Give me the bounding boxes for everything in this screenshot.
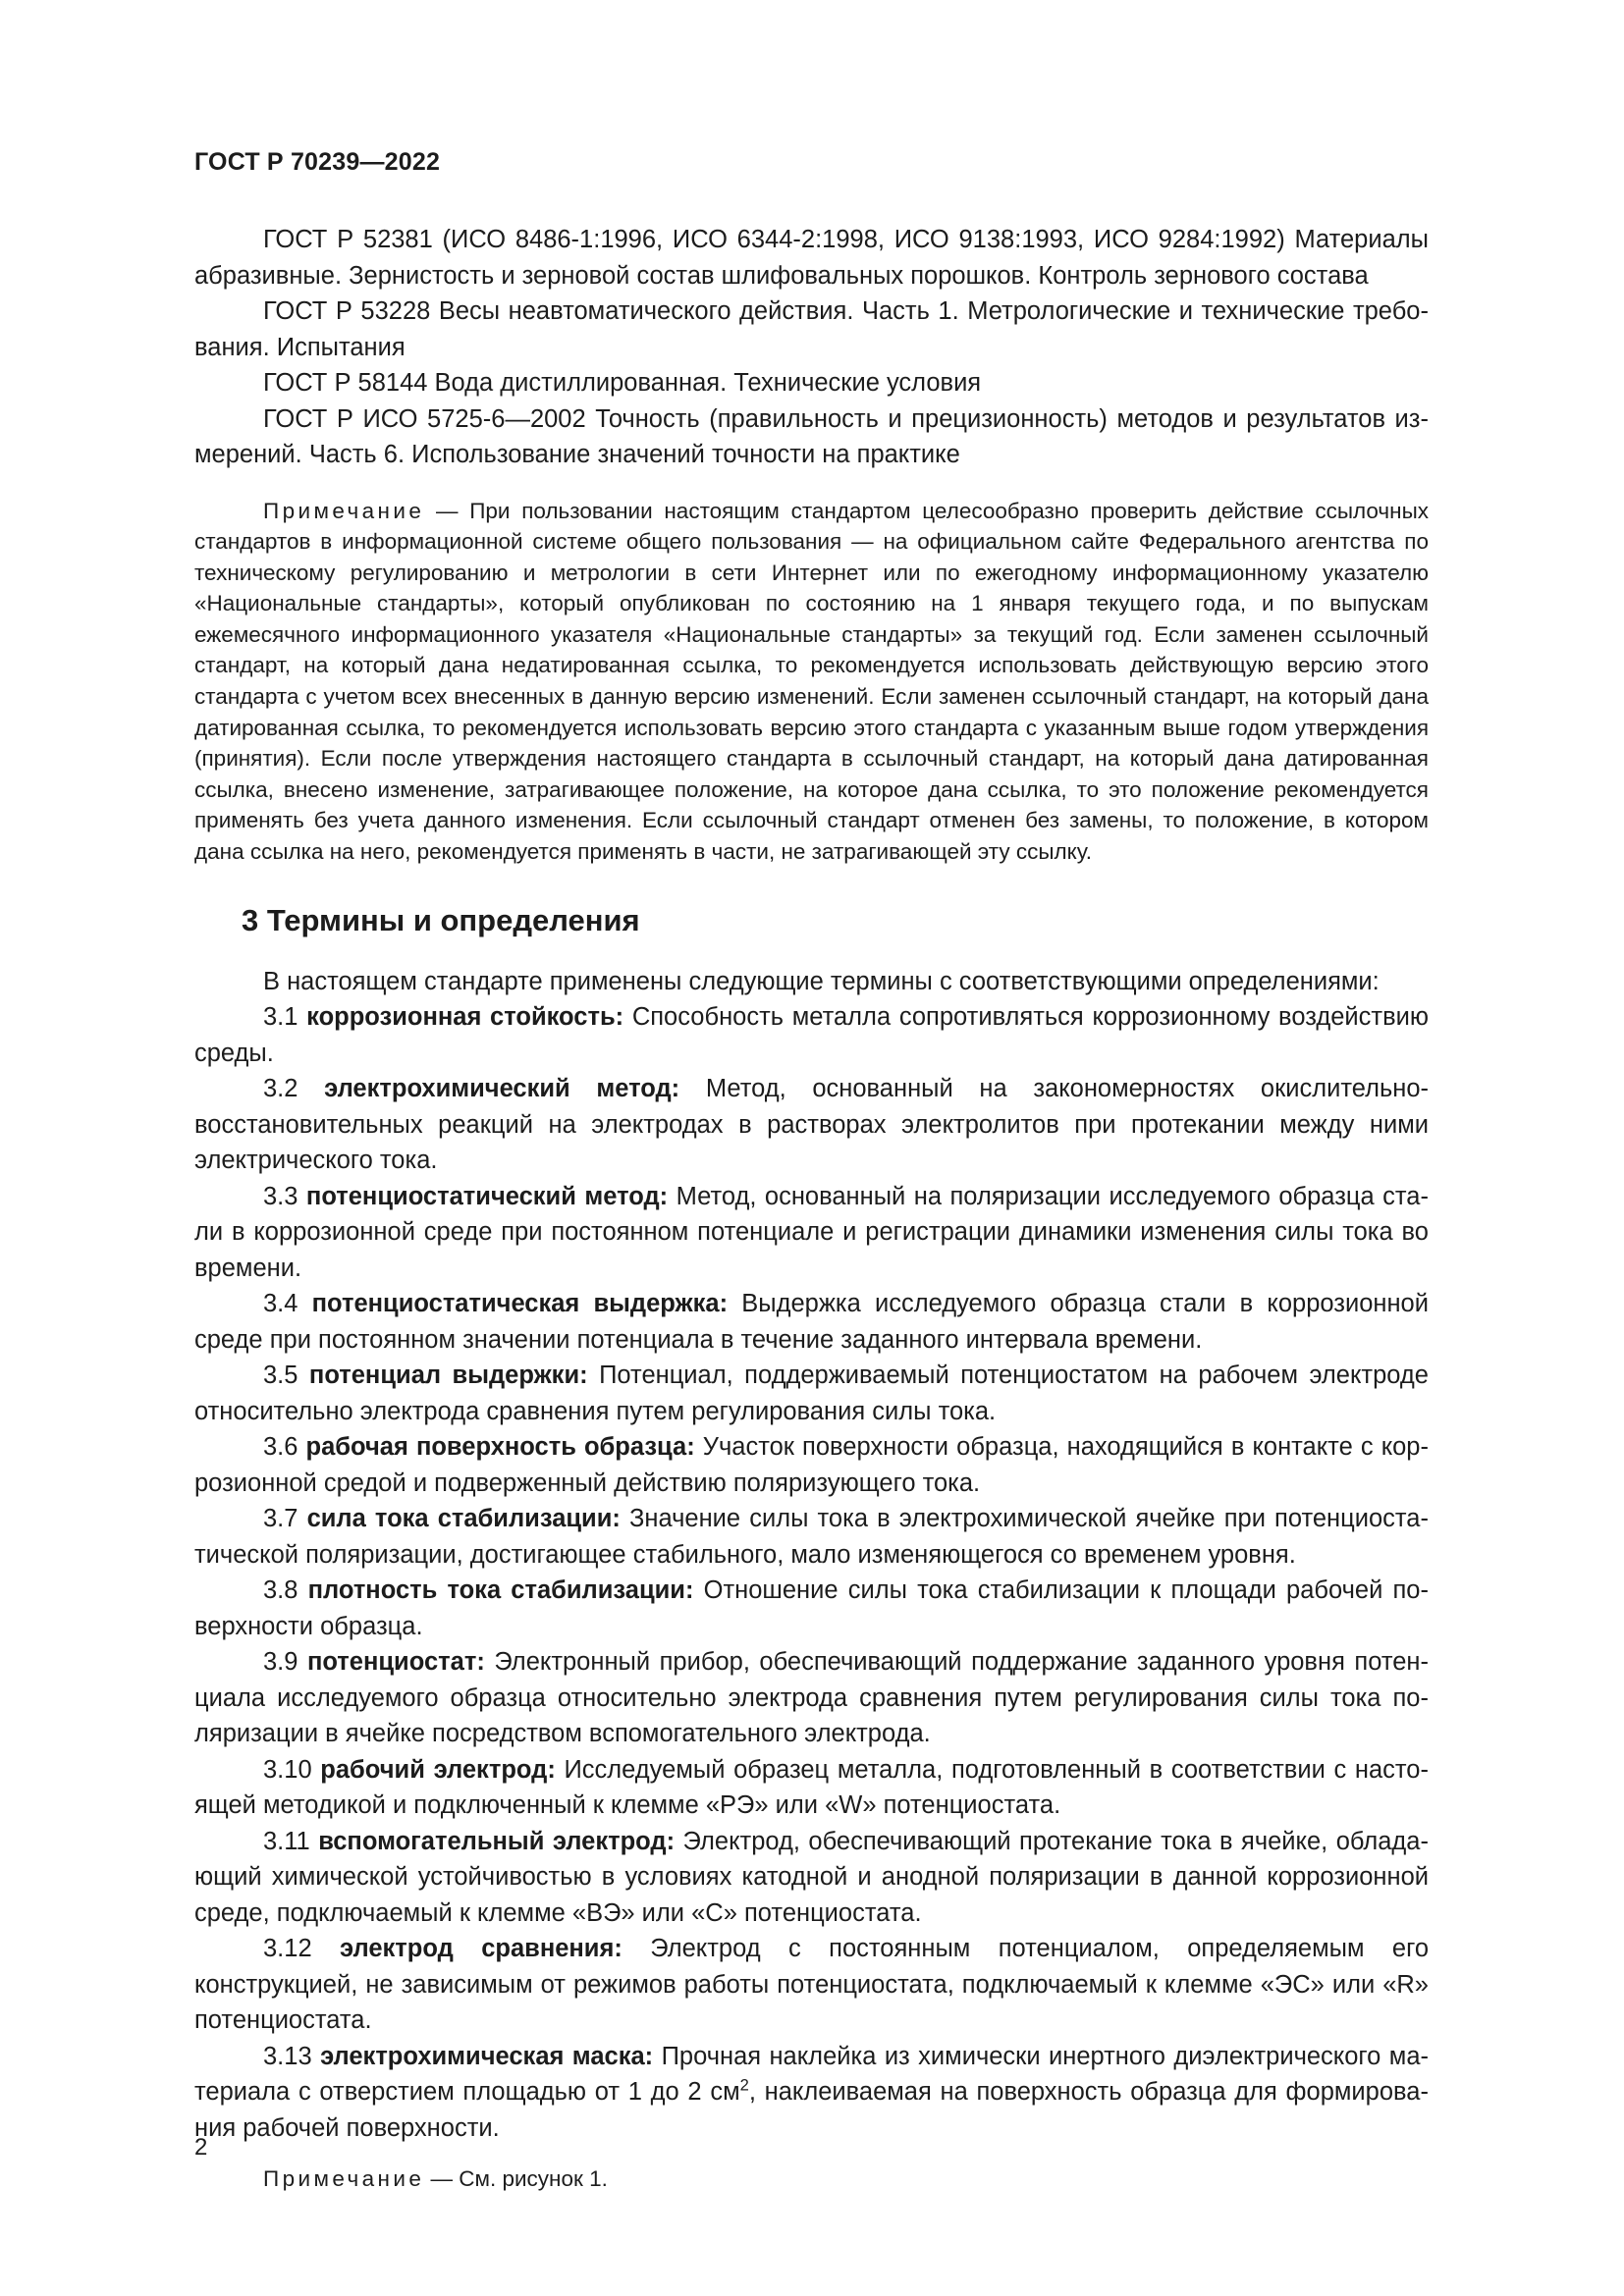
term-definition: Значение силы тока в электрохимической ячейке при потенциостатической поляризации, достигающее стабильного, мало изменяющегося со временем уровня. (194, 1505, 1429, 1569)
term-name: сила тока стабилизации: (306, 1505, 621, 1533)
term-name: потенциостат: (306, 1648, 485, 1677)
term-name: потенциал выдержки: (308, 1362, 588, 1390)
term-definition: Исследуемый образец металла, подготовленный в соответствии с настоящей методикой и подключенный к клемме «РЭ» или «W» потенциостата. (194, 1755, 1429, 1820)
term-item (194, 1752, 1429, 1824)
section-title: 3 Термины и определения (242, 902, 640, 937)
reference-1: ГОСТ Р 52381 (ИСО 8486-1:1996, ИСО 6344-2:1998, ИСО 9138:1993, ИСО 9284:1992) Материалы абразивные. Зернистость и зерновой состав шлифовальных порошков. Контроль зернового состава (194, 226, 1429, 290)
term-item (194, 1501, 1429, 1573)
term-name: потенциостатический метод: (305, 1182, 669, 1210)
term-definition: Электронный прибор, обеспечивающий поддержание заданного уровня потенциала исследуемого образца относительно электрода сравнения путем регулирования силы тока поляризации в ячейке посредством вспомогательного электрода. (194, 1648, 1429, 1748)
term-name: рабочая поверхность образца: (305, 1433, 695, 1462)
term-definition: Электрод, обеспечивающий протекание тока в ячейке, обладающий химической устойчивостью в условиях катодной и анодной поляризации в данной коррозионной среде, подключаемый к клемме «ВЭ» или «С» потенциостата. (194, 1827, 1429, 1927)
term-definition: Выдержка исследуемого образца стали в коррозионной среде при постоянном значении потенциала в течение заданного интервала времени. (194, 1290, 1429, 1354)
reference-4: ГОСТ Р ИСО 5725-6—2002 Точность (правильность и прецизионность) методов и результатов измерений. Часть 6. Использование значений точности на практике (194, 404, 1429, 468)
term-number: 3.11 (263, 1827, 319, 1855)
term-item (194, 1286, 1429, 1358)
section-intro: В настоящем стандарте применены следующие термины с соответствующими определениями: (263, 967, 1380, 995)
note-references (194, 496, 1429, 868)
term-number: 3.9 (263, 1648, 307, 1677)
term-definition: Способность металла сопротивляться коррозионному воздействию среды. (194, 1003, 1429, 1067)
terms-list (194, 999, 1429, 2039)
note-text: — См. рисунок 1. (424, 2166, 608, 2192)
superscript: 2 (739, 2075, 749, 2095)
term-name: рабочий электрод: (320, 1755, 556, 1784)
term-number: 3.5 (263, 1362, 309, 1390)
term-name: плотность тока стабилизации: (307, 1576, 694, 1605)
term-number: 3.12 (263, 1935, 341, 1963)
term-name: вспомогательный электрод: (318, 1827, 676, 1855)
term-item (194, 1358, 1429, 1429)
term-definition-end: , наклеиваемая на поверхность образца для формирования рабочей поверхности. (194, 2078, 1429, 2142)
term-name: потенциостатическая выдержка: (311, 1290, 729, 1318)
term-number: 3.8 (263, 1576, 308, 1605)
reference-3: ГОСТ Р 58144 Вода дистиллированная. Технические условия (263, 369, 982, 397)
document-header: ГОСТ Р 70239—2022 (194, 148, 441, 176)
term-definition: Прочная наклейка из химически инертного диэлектрического материала с отверстием площадью от 1 до 2 см (194, 2042, 1429, 2107)
term-definition: Метод, основанный на поляризации исследуемого образца стали в коррозионной среде при постоянном потенциале и регистрации динамики изменения силы тока во времени. (194, 1182, 1429, 1282)
term-item (194, 999, 1429, 1071)
note-text: — При пользовании настоящим стандартом целесообразно проверить действие ссылочных стандартов в информационной системе общего пользования — на официальном сайте Федерального агентства по техническому регулированию и метрологии в сети Интернет или по ежегодному информационному указателю «Национальные стандарты», который опубликован по состоянию на 1 января текущего года, и по выпускам ежемесячного информационного указателя «Национальные стандарты» за текущий год. Если заменен ссылочный стандарт, на который дана недатированная ссылка, то рекомендуется использовать действующую версию этого стандарта с учетом всех внесенных в данную версию изменений. Если заменен ссылочный стандарт, на который дана датированная ссылка, то рекомендуется использовать версию этого стандарта с указанным выше годом утверждения (принятия). Если после утверждения настоящего стандарта в ссылочный стандарт, на который дана датированная ссылка, внесено изменение, затрагивающее положение, на которое дана ссылка, то это положение рекомендуется применять без учета данного изменения. Если ссылочный стандарт отменен без замены, то положение, в котором дана ссылка на него, рекомендуется применять в части, не затрагивающей эту ссылку. (194, 498, 1429, 865)
term-item (194, 1824, 1429, 1932)
term-number: 3.10 (263, 1755, 321, 1784)
page-number: 2 (194, 2134, 208, 2161)
term-item (194, 1071, 1429, 1179)
term-number: 3.13 (263, 2042, 321, 2070)
term-number: 3.1 (263, 1003, 307, 1032)
term-number: 3.2 (263, 1075, 325, 1103)
note-label: Примечание (263, 2166, 425, 2192)
term-name: электрохимический метод: (324, 1075, 680, 1103)
term-number: 3.7 (263, 1505, 307, 1533)
note-label: Примечание (263, 498, 425, 523)
note-figure (194, 2163, 1429, 2195)
term-definition: Участок поверхности образца, находящийся в контакте с коррозионной средой и подверженный действию поляризующего тока. (194, 1433, 1429, 1497)
reference-2: ГОСТ Р 53228 Весы неавтоматического действия. Часть 1. Метрологические и технические требования. Испытания (194, 297, 1429, 361)
term-definition: Отношение силы тока стабилизации к площади рабочей поверхности образца. (194, 1576, 1429, 1640)
term-definition: Метод, основанный на закономерностях окислительно-восстановительных реакций на электродах в растворах электролитов при протекании между ними электрического тока. (194, 1075, 1429, 1175)
term-name: электрохимическая маска: (320, 2042, 654, 2070)
term-definition: Электрод с постоянным потенциалом, определяемым его конструкцией, не зависимым от режимов работы потенциостата, подключаемый к клемме «ЭС» или «R» потенциостата. (194, 1935, 1429, 2035)
term-number: 3.3 (263, 1182, 306, 1210)
term-definition: Потенциал, поддерживаемый потенциостатом на рабочем электроде относительно электрода сравнения путем регулирования силы тока. (194, 1362, 1429, 1425)
term-item (194, 1644, 1429, 1752)
term-number: 3.4 (263, 1290, 312, 1318)
term-3-13 (194, 2039, 1429, 2147)
term-number: 3.6 (263, 1433, 306, 1462)
page-content (194, 222, 1429, 2195)
term-item (194, 1179, 1429, 1287)
term-item (194, 1931, 1429, 2039)
term-name: коррозионная стойкость: (306, 1003, 624, 1032)
term-item (194, 1429, 1429, 1501)
term-item (194, 1573, 1429, 1644)
term-name: электрод сравнения: (340, 1935, 623, 1963)
